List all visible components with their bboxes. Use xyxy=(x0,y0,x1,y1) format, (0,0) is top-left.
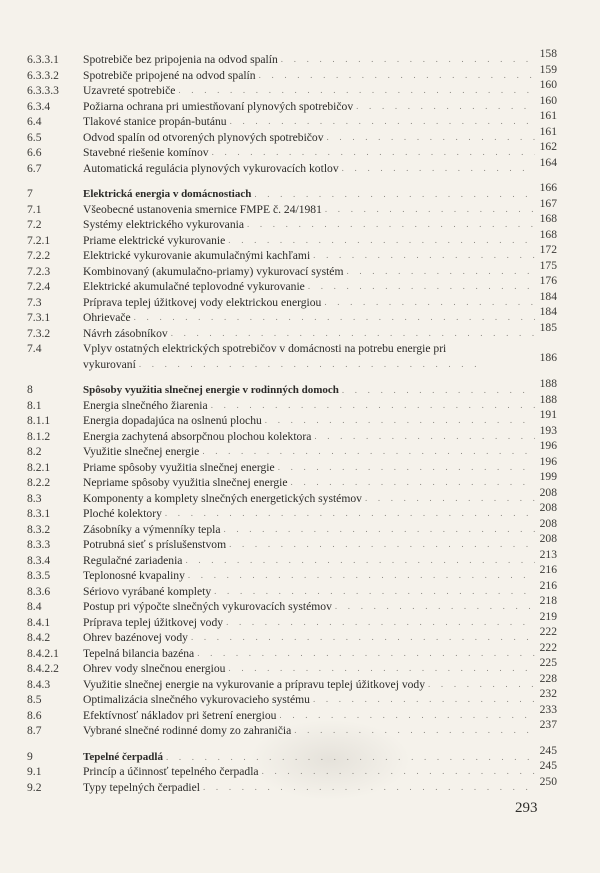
title-with-leader xyxy=(83,444,535,460)
toc-entry xyxy=(27,547,557,569)
table-of-contents xyxy=(27,47,557,795)
toc-entry xyxy=(27,563,557,584)
section-number: 7.4 xyxy=(27,342,42,355)
section-number: 8.4.2 xyxy=(27,631,51,644)
toc-section xyxy=(27,743,557,796)
section-title: Všeobecné ustanovenia smernice FMPE č. 24/1981 xyxy=(83,202,322,216)
toc-section xyxy=(27,181,557,372)
dot-leader xyxy=(134,310,535,326)
section-number: 8.4.3 xyxy=(27,677,51,691)
title-with-leader xyxy=(83,398,535,414)
title-with-leader xyxy=(83,114,535,130)
section-title: Spotrebiče pripojené na odvod spalín xyxy=(83,68,256,82)
page-reference: 208 xyxy=(539,532,557,545)
dot-leader xyxy=(185,553,535,569)
section-number: 7.2.1 xyxy=(27,233,51,247)
dot-leader xyxy=(428,677,535,693)
page-reference: 176 xyxy=(539,274,557,287)
page-reference: 222 xyxy=(539,640,557,654)
page-reference: 167 xyxy=(539,196,557,210)
page-reference: 228 xyxy=(539,671,557,685)
dot-leader xyxy=(356,99,535,115)
section-title: Vybrané slnečné rodinné domy zo zahraničia xyxy=(83,724,292,737)
dot-leader xyxy=(342,383,535,399)
page-reference: 184 xyxy=(539,305,557,318)
toc-chapter-entry xyxy=(27,181,557,202)
section-number: 7.2.4 xyxy=(27,280,51,293)
dot-leader xyxy=(166,750,535,766)
toc-entry xyxy=(27,305,557,326)
section-number: 8.7 xyxy=(27,724,42,737)
section-title: Vplyv ostatných elektrických spotrebičov v domácnosti na potrebu energie pri xyxy=(83,342,447,355)
dot-leader xyxy=(325,202,535,218)
page-reference: 225 xyxy=(539,656,557,669)
toc-entry xyxy=(27,423,557,445)
section-number: 9 xyxy=(27,749,33,763)
section-number: 9.2 xyxy=(27,780,42,794)
dot-leader xyxy=(346,264,535,280)
page-reference: 188 xyxy=(539,377,557,390)
dot-leader xyxy=(228,233,535,249)
section-number: 8.5 xyxy=(27,693,42,706)
section-title: Teplonosné kvapaliny xyxy=(83,569,185,582)
toc-entry xyxy=(27,289,557,311)
section-title: Tepelná bilancia bazéna xyxy=(83,646,195,660)
dot-leader xyxy=(203,780,535,796)
section-number: 8.2 xyxy=(27,445,42,458)
title-with-leader xyxy=(83,99,535,115)
section-number: 8.3.1 xyxy=(27,507,51,520)
dot-leader xyxy=(265,413,535,429)
section-number: 8 xyxy=(27,383,33,396)
section-number: 6.3.3.3 xyxy=(27,84,59,97)
page-reference: 216 xyxy=(539,563,557,576)
section-title: Ohrev bazénovej vody xyxy=(83,631,188,644)
section-title: Tlakové stanice propán-butánu xyxy=(83,115,227,128)
section-number: 8.4.1 xyxy=(27,615,51,629)
page-reference: 245 xyxy=(539,759,557,772)
toc-entry xyxy=(27,78,557,99)
toc-entry xyxy=(27,687,557,708)
page-reference: 159 xyxy=(539,62,557,76)
title-with-leader xyxy=(83,764,535,780)
section-number: 8.4 xyxy=(27,600,42,613)
toc-entry xyxy=(27,640,557,662)
title-with-leader xyxy=(83,326,535,342)
dot-leader xyxy=(308,279,535,295)
page-reference: 193 xyxy=(539,423,557,437)
title-with-leader xyxy=(83,599,535,615)
section-title: Ohrev vody slnečnou energiou xyxy=(83,662,226,675)
dot-leader xyxy=(254,187,535,203)
section-number: 7.1 xyxy=(27,202,42,216)
section-title: Regulačné zariadenia xyxy=(83,553,183,567)
toc-entry xyxy=(27,109,557,130)
title-with-leader xyxy=(83,708,535,724)
toc-entry xyxy=(27,532,557,553)
section-title: Elektrická energia v domácnostiach xyxy=(83,188,252,200)
dot-leader xyxy=(247,217,535,233)
title-with-leader xyxy=(83,646,535,662)
section-title: Využitie slnečnej energie na vykurovanie a prípravu teplej úžitkovej vody xyxy=(83,677,426,691)
toc-chapter-entry xyxy=(27,743,557,765)
page-reference: 199 xyxy=(539,470,557,483)
title-with-leader xyxy=(83,217,535,233)
page-reference: 218 xyxy=(539,594,557,607)
dot-leader xyxy=(178,83,535,99)
toc-entry xyxy=(27,212,557,233)
toc-entry xyxy=(27,155,557,177)
section-title: Energia zachytená absorpčnou plochou kolektora xyxy=(83,429,312,443)
title-with-leader xyxy=(83,52,535,68)
section-number: 8.3.6 xyxy=(27,584,51,598)
dot-leader xyxy=(327,130,535,146)
dot-leader xyxy=(281,52,535,68)
title-with-leader xyxy=(83,187,535,203)
page-reference: 245 xyxy=(539,743,557,757)
toc-entry xyxy=(27,196,557,218)
dot-leader xyxy=(211,398,535,414)
toc-entry xyxy=(27,140,557,161)
section-number: 6.3.3.2 xyxy=(27,68,59,82)
section-title: Stavebné riešenie komínov xyxy=(83,146,209,159)
title-with-leader xyxy=(83,202,535,218)
dot-leader xyxy=(214,584,535,600)
section-number: 6.6 xyxy=(27,146,42,159)
section-number: 7.2.3 xyxy=(27,264,51,278)
toc-entry xyxy=(27,485,557,507)
dot-leader xyxy=(223,522,535,538)
section-title: Optimalizácia slnečného vykurovacieho systému xyxy=(83,693,310,706)
page-reference: 222 xyxy=(539,625,557,638)
section-number: 8.3.4 xyxy=(27,553,51,567)
toc-entry xyxy=(27,470,557,491)
title-with-leader xyxy=(83,130,535,146)
title-with-leader xyxy=(83,264,535,280)
dot-leader xyxy=(365,491,535,507)
title-with-leader xyxy=(83,522,535,538)
page-reference: 216 xyxy=(539,578,557,592)
page-reference: 188 xyxy=(539,392,557,406)
toc-entry xyxy=(27,656,557,677)
page-reference: 162 xyxy=(539,140,557,153)
toc-entry xyxy=(27,93,557,115)
title-with-leader xyxy=(83,537,535,553)
title-with-leader xyxy=(83,413,535,429)
toc-entry xyxy=(27,341,557,372)
page-reference: 185 xyxy=(539,320,557,334)
section-number: 8.3 xyxy=(27,491,42,505)
page-reference: 233 xyxy=(539,702,557,716)
title-with-leader xyxy=(83,692,535,708)
title-with-leader xyxy=(83,750,535,766)
section-number: 7.3 xyxy=(27,295,42,309)
dot-leader xyxy=(314,429,535,445)
section-number: 6.3.4 xyxy=(27,99,51,113)
section-number: 8.2.1 xyxy=(27,460,51,474)
page-reference: 168 xyxy=(539,227,557,241)
section-number: 8.3.2 xyxy=(27,522,51,536)
title-with-leader xyxy=(83,383,535,399)
title-with-leader xyxy=(83,506,535,522)
page-reference: 175 xyxy=(539,258,557,272)
section-number: 8.4.2.1 xyxy=(27,646,59,660)
title-with-leader xyxy=(83,491,535,507)
page-reference: 168 xyxy=(539,212,557,225)
dot-leader xyxy=(259,68,535,84)
section-number: 8.2.2 xyxy=(27,476,51,489)
title-with-leader xyxy=(83,310,535,326)
toc-entry xyxy=(27,243,557,264)
section-title: Sériovo vyrábané komplety xyxy=(83,584,212,598)
section-number: 9.1 xyxy=(27,765,42,778)
title-with-leader xyxy=(83,615,535,631)
page-reference: 250 xyxy=(539,774,557,788)
page-reference: 208 xyxy=(539,485,557,499)
page-reference: 164 xyxy=(539,155,557,169)
page-reference: 219 xyxy=(539,609,557,623)
toc-entry xyxy=(27,578,557,600)
section-number: 8.1 xyxy=(27,398,42,412)
page-reference: 232 xyxy=(539,687,557,700)
section-title: Efektívnosť nákladov pri šetrení energiou xyxy=(83,708,277,722)
section-number: 8.4.2.2 xyxy=(27,662,59,675)
page-reference: 237 xyxy=(539,718,557,731)
section-title: Využitie slnečnej energie xyxy=(83,445,200,458)
dot-leader xyxy=(291,475,535,491)
dot-leader xyxy=(165,506,535,522)
toc-entry xyxy=(27,47,557,68)
toc-entry xyxy=(27,501,557,522)
toc-entry xyxy=(27,702,557,724)
title-with-leader xyxy=(83,233,535,249)
dot-leader xyxy=(139,357,479,373)
page-reference: 172 xyxy=(539,243,557,256)
toc-entry xyxy=(27,625,557,646)
dot-leader xyxy=(279,708,535,724)
toc-entry xyxy=(27,439,557,460)
dot-leader xyxy=(313,248,535,264)
toc-entry xyxy=(27,274,557,295)
dot-leader xyxy=(313,692,535,708)
section-title: Tepelné čerpadlá xyxy=(83,750,163,763)
toc-entry xyxy=(27,516,557,538)
page-reference: 191 xyxy=(539,408,557,421)
toc-entry xyxy=(27,774,557,796)
section-title: Návrh zásobníkov xyxy=(83,326,168,340)
title-with-leader xyxy=(83,295,535,311)
page-reference: 196 xyxy=(539,439,557,452)
title-with-leader xyxy=(83,68,535,84)
toc-entry xyxy=(27,320,557,342)
section-title: Ploché kolektory xyxy=(83,507,162,520)
section-title: Nepriame spôsoby využitia slnečnej energie xyxy=(83,476,288,489)
section-number: 6.3.3.1 xyxy=(27,53,59,66)
page-reference: 213 xyxy=(539,547,557,561)
section-title: Priame elektrické vykurovanie xyxy=(83,233,226,247)
page-number: 293 xyxy=(515,800,538,816)
section-title: Požiarna ochrana pri umiestňovaní plynových spotrebičov xyxy=(83,99,354,113)
dot-leader xyxy=(335,599,535,615)
section-number: 7 xyxy=(27,187,33,200)
toc-entry xyxy=(27,227,557,249)
toc-entry xyxy=(27,454,557,476)
title-with-leader xyxy=(83,553,535,569)
toc-entry xyxy=(27,609,557,631)
dot-leader xyxy=(171,326,535,342)
page-reference: 208 xyxy=(539,516,557,530)
section-number: 8.3.3 xyxy=(27,538,51,551)
section-number: 8.1.2 xyxy=(27,429,51,443)
page-reference: 160 xyxy=(539,78,557,91)
title-with-leader xyxy=(83,145,535,161)
page-reference: 208 xyxy=(539,501,557,514)
section-title: Priame spôsoby využitia slnečnej energie xyxy=(83,460,275,474)
section-title: Odvod spalín od otvorených plynových spotrebičov xyxy=(83,130,324,144)
section-number: 7.2 xyxy=(27,218,42,231)
toc-entry xyxy=(27,62,557,84)
dot-leader xyxy=(188,568,535,584)
toc-chapter-entry xyxy=(27,377,557,398)
section-title: Spôsoby využitia slnečnej energie v rodinných domoch xyxy=(83,384,339,396)
toc-entry xyxy=(27,671,557,693)
section-title: Elektrické akumulačné teplovodné vykurovanie xyxy=(83,280,305,293)
section-title: Systémy elektrického vykurovania xyxy=(83,218,244,231)
section-title: Zásobníky a výmenníky tepla xyxy=(83,522,221,536)
section-number: 6.7 xyxy=(27,161,42,175)
page-reference: 184 xyxy=(539,289,557,303)
toc-entry xyxy=(27,718,557,739)
section-title: Príprava teplej úžitkovej vody elektrickou energiou xyxy=(83,295,322,309)
dot-leader xyxy=(278,460,535,476)
dot-leader xyxy=(230,114,535,130)
title-with-leader xyxy=(83,723,535,739)
dot-leader xyxy=(324,295,535,311)
section-title: Postup pri výpočte slnečných vykurovacích systémov xyxy=(83,600,332,613)
section-title: Uzavreté spotrebiče xyxy=(83,84,176,97)
page-reference: 196 xyxy=(539,454,557,468)
section-number: 6.5 xyxy=(27,130,42,144)
section-number: 7.3.1 xyxy=(27,311,51,324)
title-with-leader xyxy=(83,780,535,796)
toc-entry xyxy=(27,124,557,146)
section-title: Príprava teplej úžitkovej vody xyxy=(83,615,224,629)
toc-section xyxy=(27,377,557,739)
section-title: Typy tepelných čerpadiel xyxy=(83,780,201,794)
section-title: Princíp a účinnosť tepelného čerpadla xyxy=(83,765,259,778)
dot-leader xyxy=(229,537,535,553)
page-reference: 161 xyxy=(539,109,557,122)
section-number: 7.3.2 xyxy=(27,326,51,340)
dot-leader xyxy=(202,444,535,460)
section-number: 8.3.5 xyxy=(27,569,51,582)
title-with-leader xyxy=(83,429,535,445)
section-number: 6.4 xyxy=(27,115,42,128)
page-reference: 166 xyxy=(539,181,557,194)
section-title: Energia dopadajúca na oslnenú plochu xyxy=(83,414,262,427)
dot-leader xyxy=(212,145,535,161)
dot-leader xyxy=(262,764,535,780)
dot-leader xyxy=(294,723,535,739)
section-title: Potrubná sieť s príslušenstvom xyxy=(83,538,227,551)
section-title: Elektrické vykurovanie akumulačnými kachľami xyxy=(83,249,311,262)
title-with-leader xyxy=(83,568,535,584)
section-number: 8.6 xyxy=(27,708,42,722)
title-with-leader xyxy=(83,630,535,646)
page-reference: 161 xyxy=(539,124,557,138)
title-with-leader xyxy=(83,83,535,99)
section-title: Komponenty a komplety slnečných energetických systémov xyxy=(83,491,362,505)
section-title: Ohrievače xyxy=(83,311,131,324)
dot-leader xyxy=(342,161,535,177)
page-reference: 158 xyxy=(539,47,557,60)
section-title: Energia slnečného žiarenia xyxy=(83,398,208,412)
toc-entry xyxy=(27,759,557,780)
page-reference: 186 xyxy=(539,351,557,364)
section-title: Automatická regulácia plynových vykurovacích kotlov xyxy=(83,161,339,175)
toc-entry xyxy=(27,408,557,429)
title-with-leader xyxy=(83,460,535,476)
section-number: 8.1.1 xyxy=(27,414,51,427)
toc-entry xyxy=(27,392,557,414)
page-reference: 160 xyxy=(539,93,557,107)
dot-leader xyxy=(191,630,535,646)
title-with-leader xyxy=(83,248,535,264)
section-title: Spotrebiče bez pripojenia na odvod spalín xyxy=(83,53,278,66)
section-title: Kombinovaný (akumulačno-priamy) vykurovací systém xyxy=(83,264,344,278)
dot-leader xyxy=(197,646,535,662)
section-title-continued: vykurovaní xyxy=(83,357,136,371)
dot-leader xyxy=(228,661,535,677)
title-with-leader xyxy=(83,279,535,295)
title-with-leader xyxy=(83,661,535,677)
title-with-leader xyxy=(83,475,535,491)
toc-entry xyxy=(27,258,557,280)
toc-section xyxy=(27,47,557,176)
title-with-leader xyxy=(83,584,535,600)
dot-leader xyxy=(226,615,535,631)
title-with-leader xyxy=(83,161,535,177)
section-number: 7.2.2 xyxy=(27,249,51,262)
title-with-leader xyxy=(83,677,535,693)
toc-entry xyxy=(27,594,557,615)
